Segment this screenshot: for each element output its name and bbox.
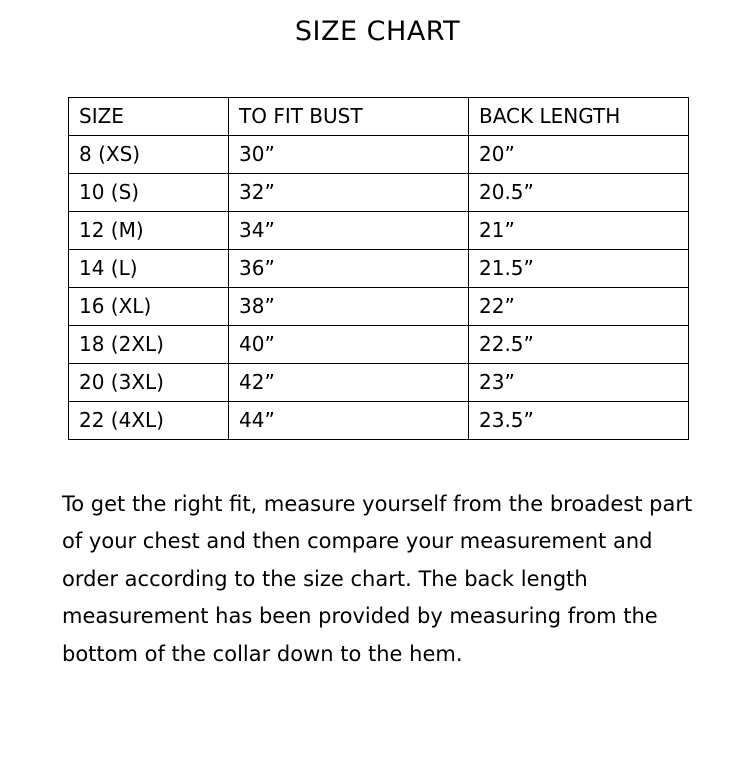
column-header-size: SIZE (69, 98, 229, 136)
table-body (69, 136, 689, 440)
cell-back-length: 20” (469, 136, 689, 174)
column-header-bust: TO FIT BUST (229, 98, 469, 136)
cell-size: 14 (L) (69, 250, 229, 288)
cell-size: 20 (3XL) (69, 364, 229, 402)
cell-back-length: 23” (469, 364, 689, 402)
cell-back-length: 21.5” (469, 250, 689, 288)
cell-bust: 40” (229, 326, 469, 364)
table-row (69, 364, 689, 402)
table-row (69, 402, 689, 440)
cell-bust: 38” (229, 288, 469, 326)
cell-back-length: 23.5” (469, 402, 689, 440)
table-header (69, 98, 689, 136)
cell-size: 8 (XS) (69, 136, 229, 174)
size-chart-table (68, 97, 689, 440)
cell-bust: 36” (229, 250, 469, 288)
cell-size: 10 (S) (69, 174, 229, 212)
cell-bust: 44” (229, 402, 469, 440)
cell-bust: 30” (229, 136, 469, 174)
cell-size: 12 (M) (69, 212, 229, 250)
table-row (69, 212, 689, 250)
page-title: SIZE CHART (294, 16, 461, 47)
cell-bust: 34” (229, 212, 469, 250)
table-row (69, 174, 689, 212)
cell-back-length: 20.5” (469, 174, 689, 212)
cell-size: 16 (XL) (69, 288, 229, 326)
cell-back-length: 22.5” (469, 326, 689, 364)
size-chart-page (0, 16, 755, 771)
cell-bust: 32” (229, 174, 469, 212)
cell-bust: 42” (229, 364, 469, 402)
column-header-back-length: BACK LENGTH (469, 98, 689, 136)
table-header-row (69, 98, 689, 136)
table-row (69, 326, 689, 364)
fit-instructions-text: To get the right fit, measure yourself from the broadest part of your chest and then compare your measurement and order according to the size chart. The back length measurement has been provided by measuring from the bottom of the collar down to the hem. (62, 492, 693, 666)
table-row (69, 136, 689, 174)
cell-size: 22 (4XL) (69, 402, 229, 440)
cell-size: 18 (2XL) (69, 326, 229, 364)
size-chart-table-wrapper (68, 97, 687, 440)
cell-back-length: 22” (469, 288, 689, 326)
cell-back-length: 21” (469, 212, 689, 250)
table-row (69, 250, 689, 288)
table-row (69, 288, 689, 326)
